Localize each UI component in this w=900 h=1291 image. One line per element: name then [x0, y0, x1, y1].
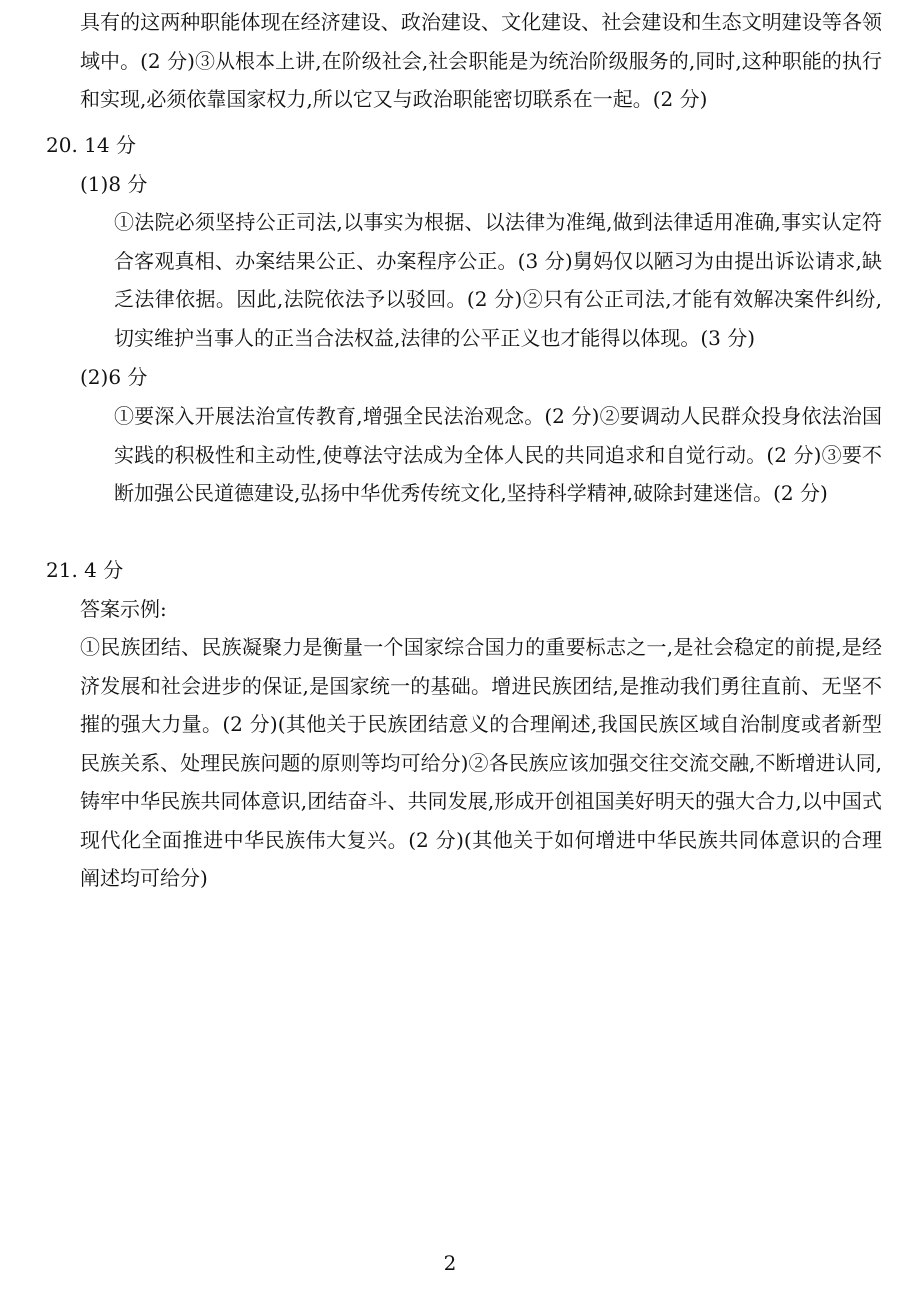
answer-example-label: 答案示例: [80, 597, 167, 621]
question-20-part-1-answer: ①法院必须坚持公正司法,以事实为根据、以法律为准绳,做到法律适用准确,事实认定符合客观真相、办案结果公正、办案程序公正。(3 分)舅妈仅以陋习为由提出诉讼请求,缺乏法律依据。因此,法院依法予以驳回。(2 分)②只有公正司法,才能有效解决案件纠纷,切实维护当事人的正当合法权益,法律的公平正义也才能得以体现。(3 分) [114, 210, 882, 350]
question-21-heading: 21. 4 分 [46, 558, 124, 582]
question-20-part-2-answer: ①要深入开展法治宣传教育,增强全民法治观念。(2 分)②要调动人民群众投身依法治国实践的积极性和主动性,使尊法守法成为全体人民的共同追求和自觉行动。(2 分)③要不断加强公民道德建设,弘扬中华优秀传统文化,坚持科学精神,破除封建迷信。(2 分) [114, 404, 882, 505]
page-number: 2 [443, 1251, 457, 1275]
question-20-part-2-label: (2)6 分 [80, 365, 148, 389]
question-20-heading: 20. 14 分 [46, 133, 136, 157]
previous-answer-continuation: 具有的这两种职能体现在经济建设、政治建设、文化建设、社会建设和生态文明建设等各领域中。(2 分)③从根本上讲,在阶级社会,社会职能是为统治阶级服务的,同时,这种职能的执行和实现,必须依靠国家权力,所以它又与政治职能密切联系在一起。(2 分) [80, 10, 882, 111]
question-21-answer: ①民族团结、民族凝聚力是衡量一个国家综合国力的重要标志之一,是社会稳定的前提,是经济发展和社会进步的保证,是国家统一的基础。增进民族团结,是推动我们勇往直前、无坚不摧的强大力量。(2 分)(其他关于民族团结意义的合理阐述,我国民族区域自治制度或者新型民族关系、处理民族问题的原则等均可给分)②各民族应该加强交往交流交融,不断增进认同,铸牢中华民族共同体意识,团结奋斗、共同发展,形成开创祖国美好明天的强大合力,以中国式现代化全面推进中华民族伟大复兴。(2 分)(其他关于如何增进中华民族共同体意识的合理阐述均可给分) [80, 635, 882, 890]
question-20-part-1-label: (1)8 分 [80, 172, 148, 196]
